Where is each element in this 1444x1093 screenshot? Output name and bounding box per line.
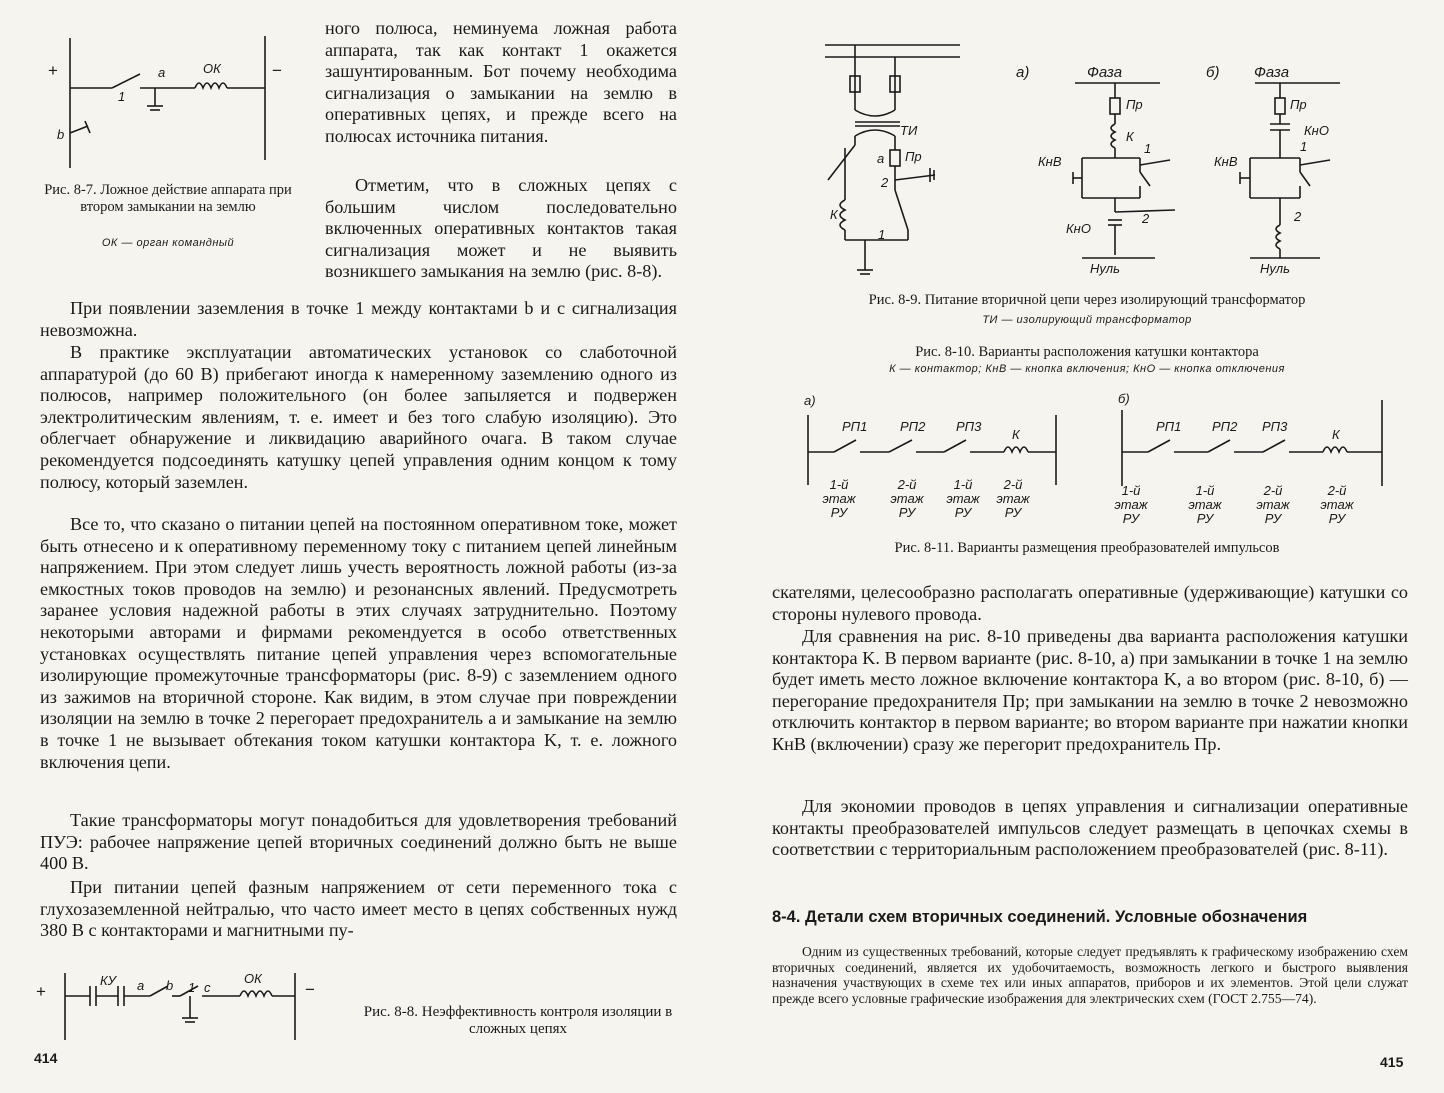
right-paragraph-2: Для сравнения на рис. 8-10 приведены два варианта расположения катушки контактора K. В первом варианте (рис. 8-10, а) при замыкании в точке 1 на землю будет иметь место ложное включение контактора K, а во втором (рис. 8-10, б) — перегорание предохранителя Пр; при замыкании на землю в точке 2 невозможно отключить контактор в первом варианте; во втором варианте при нажатии кнопки КнВ (включении) сразу же перегорит предохранитель Пр. [772,626,1408,754]
fig-8-7-minus-label: − [272,61,282,80]
fig-8-8-ku-label: КУ [100,973,116,988]
fig-8-9-ti-label: ТИ [900,123,918,138]
fig-8-11b-tag: б) [1118,391,1130,406]
page-number-left: 414 [34,1050,58,1066]
fig-8-10b-zero: Нуль [1260,261,1290,276]
fig-8-11b-relay-2: РП2 [1212,419,1238,434]
paragraph-2: В практике эксплуатации автоматических установок со слаботочной аппаратурой (до 60 В) прибегают иногда к намеренному заземлению одного из полюсов, например положительного (он более запыляется и подвержен электролитическим явлениям, т. е. имеет и без того слабую изоляцию). Это облегчает обнаружение и ликвидацию аварийного очага. В таком случае рекомендуется подсоединять катушку цепей управления одним концом к тому полюсу, который заземлен. [40,342,677,492]
fig-8-8-a-label: a [137,978,145,993]
fig-8-10a-k: К [1126,129,1134,144]
fig-8-10b-two: 2 [1294,209,1302,224]
fig-8-11a-floor-2: 2-й этаж РУ [890,477,924,520]
fig-8-10b-tag: б) [1206,64,1220,81]
fig-8-10-legend: К — контактор; КнВ — кнопка включения; КнО — кнопка отключения [889,363,1285,375]
fig-8-9-k-label: К [830,207,838,222]
fig-8-11b-k: К [1332,427,1340,442]
fig-8-9-a-label: a [877,151,885,166]
fig-8-8-plus-label: + [36,982,46,1001]
left-column-text-2: Отметим, что в сложных цепях с большим числом последовательно включенных оперативных контактов такая сигнализация может и не выявить возникшего замыкания на землю (рис. 8-8). [325,175,677,282]
fig-8-8-ok-label: ОК [244,971,262,986]
fig-8-11b-relay-1: РП1 [1156,419,1182,434]
fig-8-10b-kno: КнО [1304,123,1329,138]
fig-8-11b-floor-2: 1-й этаж РУ [1188,483,1222,526]
fig-8-10-caption: Рис. 8-10. Варианты расположения катушки контактора [915,344,1259,360]
fig-8-10a-one: 1 [1144,141,1152,156]
figure-8-10a-diagram [1040,80,1190,280]
fig-8-11b-relay-3: РП3 [1262,419,1288,434]
fig-8-9-legend: ТИ — изолирующий трансформатор [982,314,1192,326]
fig-8-10a-pr: Пр [1126,97,1143,112]
figure-8-7-diagram [40,18,300,168]
right-paragraph-3: Для экономии проводов в цепях управления и сигнализации оперативные контакты преобразователей импульсов следует размещать в цепочках схемы в соответствии с территориальным расположением преобразователей (рис. 8-11). [772,796,1408,860]
fig-8-7-caption: Рис. 8-7. Ложное действие аппарата при втором замыкании на землю [44,182,292,215]
fig-8-11a-k: К [1012,427,1020,442]
fig-8-9-pr-label: Пр [905,149,922,164]
fig-8-8-one-label: 1 [188,980,196,995]
fig-8-10a-two: 2 [1142,211,1150,226]
fig-8-8-caption: Рис. 8-8. Неэффективность контроля изоляции в сложных цепях [363,1004,673,1037]
fig-8-7-a-label: a [158,65,166,80]
left-column-text: ного полюса, неминуема ложная работа аппарата, так как контакт 1 окажется зашунтированным. Бот почему необходима сигнализация о замыкании на землю в оперативных цепях, и прежде всего на полюсах источника питания. [325,18,677,146]
fig-8-11a-relay-2: РП2 [900,419,926,434]
paragraph-5: При питании цепей фазным напряжением от сети переменного тока с глухозаземленной нейтралью, что часто имеет место в цепях собственных нужд 380 В с контакторами и магнитными пу- [40,877,677,941]
fig-8-9-caption: Рис. 8-9. Питание вторичной цепи через изолирующий трансформатор [868,292,1306,308]
fig-8-10b-phase: Фаза [1254,64,1290,81]
page-number-right: 415 [1380,1054,1404,1070]
paragraph-1: При появлении заземления в точке 1 между контактами b и c сигнализация невозможна. [40,298,677,340]
fig-8-7-ok-label: ОК [203,61,221,76]
fig-8-10b-knv: КнВ [1214,154,1238,169]
fig-8-11b-floor-1: 1-й этаж РУ [1114,483,1148,526]
fig-8-11a-floor-1: 1-й этаж РУ [822,477,856,520]
fig-8-11a-relay-1: РП1 [842,419,868,434]
fig-8-11a-floor-3: 1-й этаж РУ [946,477,980,520]
fig-8-7-b-label: b [57,127,65,142]
fig-8-8-minus-label: − [305,980,315,999]
fig-8-8-c-label: c [204,980,211,995]
fig-8-10a-tag: а) [1016,64,1030,81]
fig-8-11a-relay-3: РП3 [956,419,982,434]
fig-8-11-caption: Рис. 8-11. Варианты размещения преобразователей импульсов [894,540,1280,556]
fig-8-11b-floor-4: 2-й этаж РУ [1320,483,1354,526]
fig-8-8-b-label: b [166,978,174,993]
fig-8-10a-zero: Нуль [1090,261,1120,276]
section-heading: 8-4. Детали схем вторичных соединений. Условные обозначения [772,908,1308,926]
fig-8-11a-floor-4: 2-й этаж РУ [996,477,1030,520]
fig-8-10a-knv: КнВ [1038,154,1062,169]
fig-8-11b-floor-3: 2-й этаж РУ [1256,483,1290,526]
fig-8-9-one-label: 1 [878,227,886,242]
fig-8-11a-tag: а) [804,393,816,408]
fig-8-7-plus-label: + [48,61,58,80]
figure-8-11b-diagram [1118,396,1388,490]
figure-8-9-diagram [820,40,980,285]
figure-8-8-diagram [40,968,330,1043]
paragraph-4: Такие трансформаторы могут понадобиться для удовлетворения требований ПУЭ: рабочее напряжение цепей вторичных соединений должно быть не выше 400 В. [40,810,677,874]
fig-8-7-legend: ОК — орган командный [101,237,235,249]
fig-8-10a-phase: Фаза [1087,64,1123,81]
fig-8-9-two-label: 2 [881,175,889,190]
right-paragraph-1: скателями, целесообразно располагать оперативные (удерживающие) катушки со стороны нулевого провода. [772,582,1408,624]
fig-8-7-one-label: 1 [118,89,126,104]
fig-8-10a-kno: КнО [1066,221,1091,236]
right-paragraph-4: Одним из существенных требований, которые следует предъявлять к графическому изображению схем вторичных соединений, является их удобочитаемость, возможность легкого и быстрого выявления назначения участвующих в схеме тех или иных аппаратов, приборов и их элементов. Этой цели служат прежде всего условные графические изображения для электрических схем (ГОСТ 2.755—74). [772,944,1408,1006]
paragraph-3: Все то, что сказано о питании цепей на постоянном оперативном токе, может быть отнесено и к оперативному переменному току с питанием цепей линейным напряжением. При этом следует лишь учесть вероятность ложной работы (из-за емкостных токов проводов на землю) и резонансных явлений. Предусмотреть заранее условия надежной работы в этих случаях затруднительно. Поэтому некоторыми авторами и фирмами рекомендуется в особо ответственных установках осуществлять питание цепей управления через вспомогательные изолирующие промежуточные трансформаторы (рис. 8-9) с заземлением одного из зажимов на вторичной стороне. Как видим, в этом случае при повреждении изоляции на землю в точке 2 перегорает предохранитель a и замыкание на землю в точке 1 не вызывает обтекания током катушки контактора K, т. е. ложного включения цепи. [40,514,677,772]
fig-8-10b-one: 1 [1300,139,1308,154]
right-page [722,0,1444,1093]
fig-8-10b-pr: Пр [1290,97,1307,112]
